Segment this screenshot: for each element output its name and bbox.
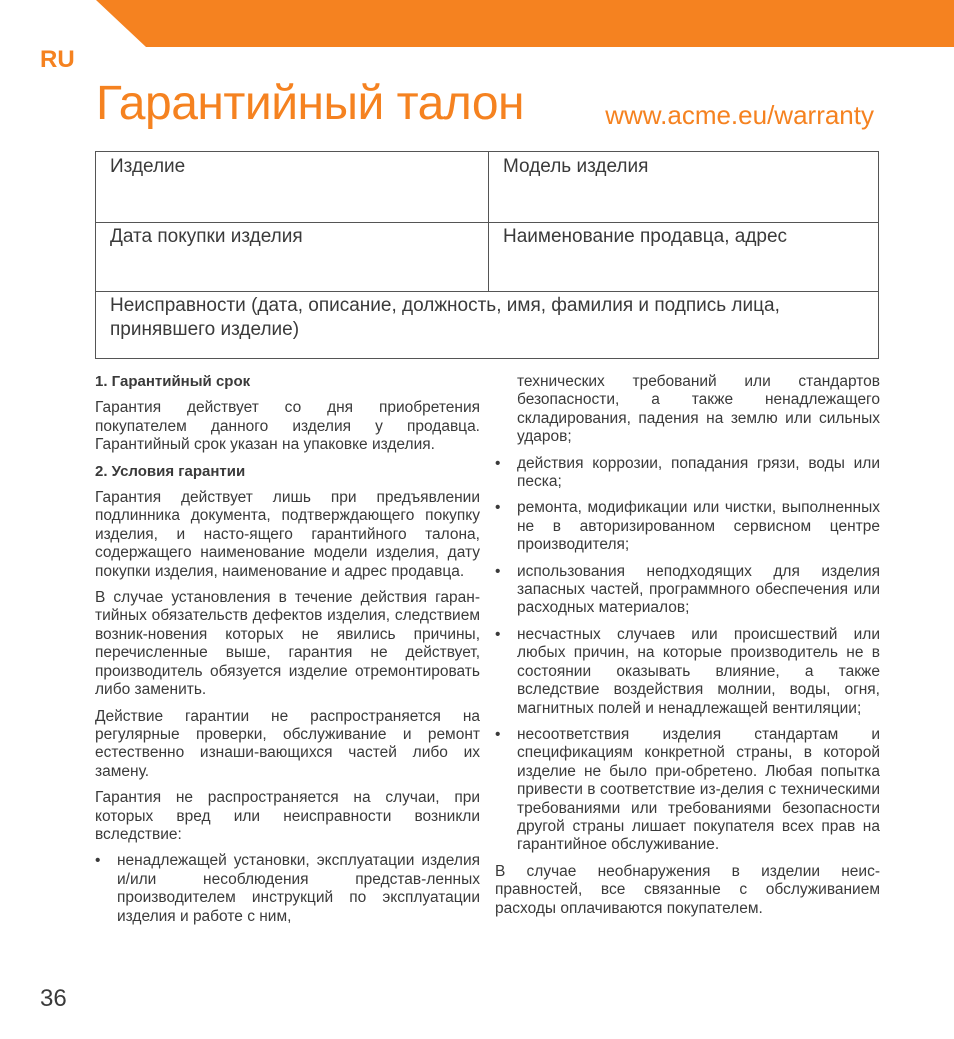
list-item-text: несоответствия изделия стандартам и спецификациям конкретной страны, в которой изделие не было при-обретено. Любая попытка привести в соответствие из-делия с техническими требованиями или требованиями безопасности другой страны лишает покупателя всех прав на гарантийное обслуживание. <box>517 725 880 854</box>
page-number: 36 <box>40 985 67 1012</box>
list-item-text: несчастных случаев или происшествий или любых причин, на которые производитель не в состоянии оказывать влияние, а также вследствие воздействия молнии, воды, огня, магнитных полей и ненадлежащей вентиляции; <box>517 625 880 717</box>
bullet-icon: • <box>495 454 501 472</box>
bullet-icon: • <box>495 562 501 580</box>
list-item-text: использования неподходящих для изделия запасных частей, программного обеспечения или расходных материалов; <box>517 562 880 617</box>
paragraph: Гарантия действует лишь при предъявлении подлинника документа, подтверждающего покупку изделия, и насто-ящего гарантийного талона, содержащего наименование модели изделия, дату покупки изделия, наименование и адрес продавца. <box>95 489 480 580</box>
warranty-form-table <box>95 151 879 359</box>
left-column <box>95 373 480 934</box>
warranty-url[interactable]: www.acme.eu/warranty <box>605 100 874 130</box>
bullet-icon: • <box>495 725 501 743</box>
list-item <box>495 626 880 718</box>
exclusions-list <box>95 852 480 926</box>
bullet-icon: • <box>495 625 501 643</box>
language-label: RU <box>40 46 75 73</box>
paragraph: Гарантия действует со дня приобретения покупателем данного изделия у продавца. Гарантийный срок указан на упаковке изделия. <box>95 399 480 454</box>
header-orange-band <box>96 0 954 47</box>
seller-field: Наименование продавца, адрес <box>503 226 788 247</box>
list-item-text: действия коррозии, попадания грязи, воды или песка; <box>517 454 880 491</box>
form-row <box>96 291 878 358</box>
form-row <box>96 152 878 223</box>
right-column <box>495 373 880 926</box>
form-row <box>96 222 878 292</box>
model-field: Модель изделия <box>503 156 649 177</box>
list-item-text: ремонта, модификации или чистки, выполненных не в авторизированном сервисном центре производителя; <box>517 499 880 554</box>
section-heading: 2. Условия гарантии <box>95 462 246 480</box>
list-item <box>495 726 880 855</box>
bullet-icon: • <box>95 852 101 870</box>
purchase-date-field: Дата покупки изделия <box>96 222 489 291</box>
paragraph: В случае установления в течение действия гаран-тийных обязательств дефектов изделия, следствием возник-новения которых не явились причины, перечисленные выше, гарантия не действует, производитель обязуется изделие отремонтировать либо заменить. <box>95 589 480 699</box>
section-heading: 1. Гарантийный срок <box>95 373 251 390</box>
defects-field: Неисправности (дата, описание, должность, имя, фамилия и подпись лица, принявшего изделие) <box>110 295 780 340</box>
list-item-continuation: технических требований или стандартов безопасности, а также ненадлежащего складирования, падения на землю или сильных ударов; <box>517 373 880 446</box>
bullet-icon: • <box>495 499 501 517</box>
list-item <box>95 852 480 926</box>
paragraph: Гарантия не распространяется на случаи, при которых вред или неисправности возникли вследствие: <box>95 789 480 843</box>
paragraph: В случае необнаружения в изделии неис-правностей, все связанные с обслуживанием расходы оплачиваются покупателем. <box>495 862 880 917</box>
page-title: Гарантийный талон <box>96 77 525 130</box>
list-item <box>495 563 880 618</box>
exclusions-list <box>495 455 880 855</box>
paragraph: Действие гарантии не распространяется на регулярные проверки, обслуживание и ремонт естественно изнаши-вающихся частей либо их замену. <box>95 707 480 780</box>
product-field: Изделие <box>96 152 489 222</box>
list-item <box>495 455 880 492</box>
list-item <box>495 499 880 554</box>
list-item-text: ненадлежащей установки, эксплуатации изделия и/или несоблюдения представ-ленных производителем инструкций по эксплуатации изделия и работе с ним, <box>117 852 480 925</box>
